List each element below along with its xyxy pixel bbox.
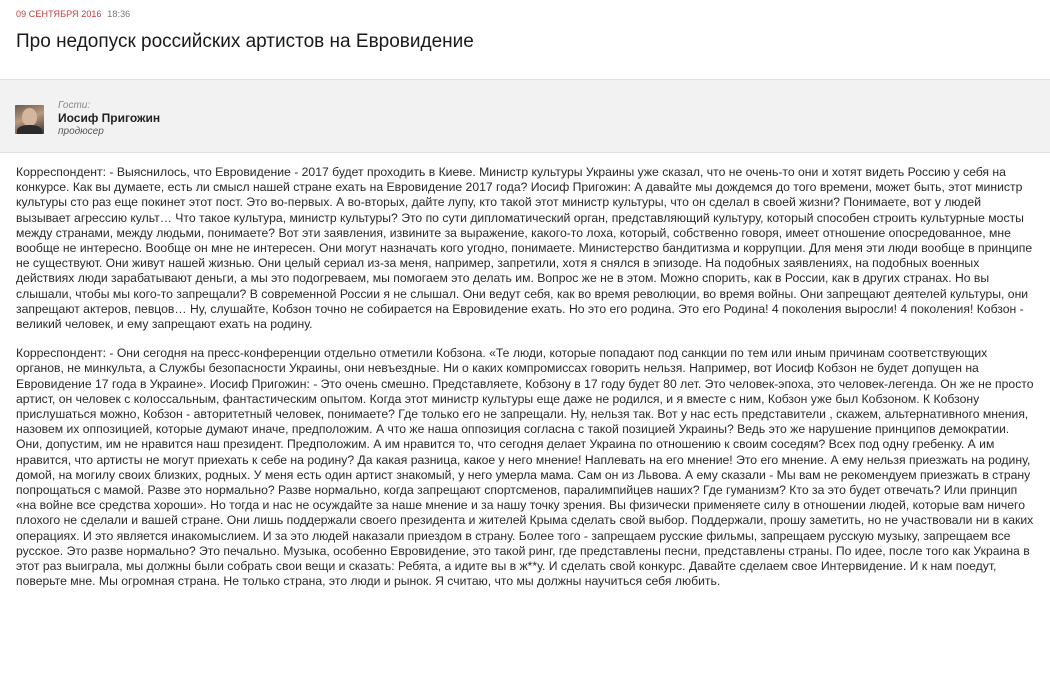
guest-role: продюсер bbox=[58, 126, 104, 137]
guest-avatar[interactable] bbox=[15, 105, 44, 134]
article-meta bbox=[16, 9, 130, 19]
page-title: Про недопуск российских артистов на Евровидение bbox=[16, 31, 474, 52]
avatar-head-shape bbox=[22, 108, 37, 126]
avatar-shoulders-shape bbox=[17, 125, 42, 134]
article-paragraph: Корреспондент: - Они сегодня на пресс-конференции отдельно отметили Кобзона. «Те люди, которые попадают под санкции по тем или иным причинам соответствующих органов, не минкульта, а Службы безопасности Украины, они невъездные. Ни о каких компромиссах говорить нельзя. Например, вот Иосиф Кобзон не будет допущен на Евровидение 17 года в Украине». Иосиф Пригожин: - Это очень смешно. Представляете, Кобзону в 17 году будет 80 лет. Это человек-эпоха, это человек-легенда. Он же не просто артист, он человек с колоссальным, фантастическим опытом. Когда этот министр культуры еще даже не родился, и я вместе с ним, Кобзон уже был Кобзоном. К Кобзону прислушаться можно, Кобзон - авторитетный человек, понимаете? Где только его не запрещали. Ну, нельзя так. Вот у нас есть представители , скажем, альтернативного мнения, назовем их оппозицией, которые думают иначе, предположим. А что же наша оппозиция согласна с такой позицией Украины? Ведь это же нарушение принципов демократии. Они, допустим, им не нравится наш президент. Предположим. А им нравится то, что сегодня делает Украина по отношению к своим соседям? Всех под одну гребенку. А им нравится, что артисты не могут приехать к себе на родину? Да какая разница, какое у него мнение! Наплевать на его мнение! Это его мнение. А ему нельзя приезжать на родину, домой, на могилу своих близких, родных. У меня есть один артист знакомый, у него умерла мама. Сам он из Львова. А ему сказали - Мы вам не рекомендуем приезжать в страну попрощаться с мамой. Разве это нормально? Разве нормально, когда запрещают спортсменов, паралимпийцев наших? Где гуманизм? Кто за это будет отвечать? Или принцип «на войне все средства хороши». Но тогда и нас не осуждайте за наше мнение и за нашу точку зрения. Вы физически применяете силу в отношении людей, которые вам ничего плохого не сделали и вашей стране. Они лишь поддержали своего президента и жителей Крыма сделать свой выбор. Поддержали, прошу заметить, но не участвовали ни в каких операциях. И это является инакомыслием. И за это людей наказали приездом в страну. Более того - запрещаем русские фильмы, запрещаем русскую музыку, запрещаем все русское. Это разве нормально? Это печально. Музыка, особенно Евровидение, это такой ринг, где представлены песни, представлены страны. По идее, после того как Украина в этот раз выиграла, мы должны были собрать свои вещи и сказать: Ребята, а идите вы в ж**у. И сделать свой конкурс. Давайте сделаем свое Интервидение. И к нам поедут, поверьте мне. Мы огромная страна. Не только страна, это люди и рынок. Я считаю, что мы должны научиться себя любить. bbox=[16, 346, 1034, 589]
article-date: 09 СЕНТЯБРЯ 2016 bbox=[16, 9, 102, 19]
article-paragraph: Корреспондент: - Выяснилось, что Евровидение - 2017 будет проходить в Киеве. Министр культуры Украины уже сказал, что не очень-то они и хотят видеть Россию у себя на конкурсе. Как вы думаете, есть ли смысл нашей стране ехать на Евровидение 2017 года? Иосиф Пригожин: А давайте мы дождемся до того времени, может быть, этот министр культуры сто раз еще покинет этот пост. Это во-первых. А во-вторых, дайте лупу, кто такой этот министр культуры, что он сделал в своей жизни? Понимаете, вот у людей вызывает агрессию культ… Что такое культура, министр культуры? Это по сути дипломатический орган, представляющий культуру, который способен строить культурные мосты между странами, между людьми, понимаете? Вот эти заявления, извините за выражение, какого-то лоха, который, собственно говоря, имеет отношение опосредованное, мне вообще не интересно. Вообще он мне не интересен. Они могут назначать кого угодно, понимаете. Министерство бандитизма и коррупции. Для меня эти люди вообще в принципе не существуют. Они живут нашей жизнью. Они целый сериал из-за меня, например, запретили, хотя я снялся в эпизоде. На подобных заявлениях, на подобных военных действиях люди зарабатывают деньги, а мы это подогреваем, мы помогаем это делать им. Вопрос же не в этом. Можно спорить, как в России, как в других странах. Но вы слышали, чтобы мы кого-то запрещали? В современной России я не слышал. Они ведут себя, как во время революции, во время войны. Они запрещают деятелей культуры, они запрещают актеров, певцов… Ну, слушайте, Кобзон точно не собирается на Евровидение ехать. Но это его родина. Это его Родина! 4 поколения выросли! 4 поколения! Кобзон - великий человек, и ему запрещают ехать на родину. bbox=[16, 165, 1033, 332]
guest-label: Гости: bbox=[58, 100, 91, 111]
article-body bbox=[16, 165, 1034, 603]
guest-name-link[interactable]: Иосиф Пригожин bbox=[58, 111, 161, 125]
article-time: 18:36 bbox=[107, 9, 131, 19]
